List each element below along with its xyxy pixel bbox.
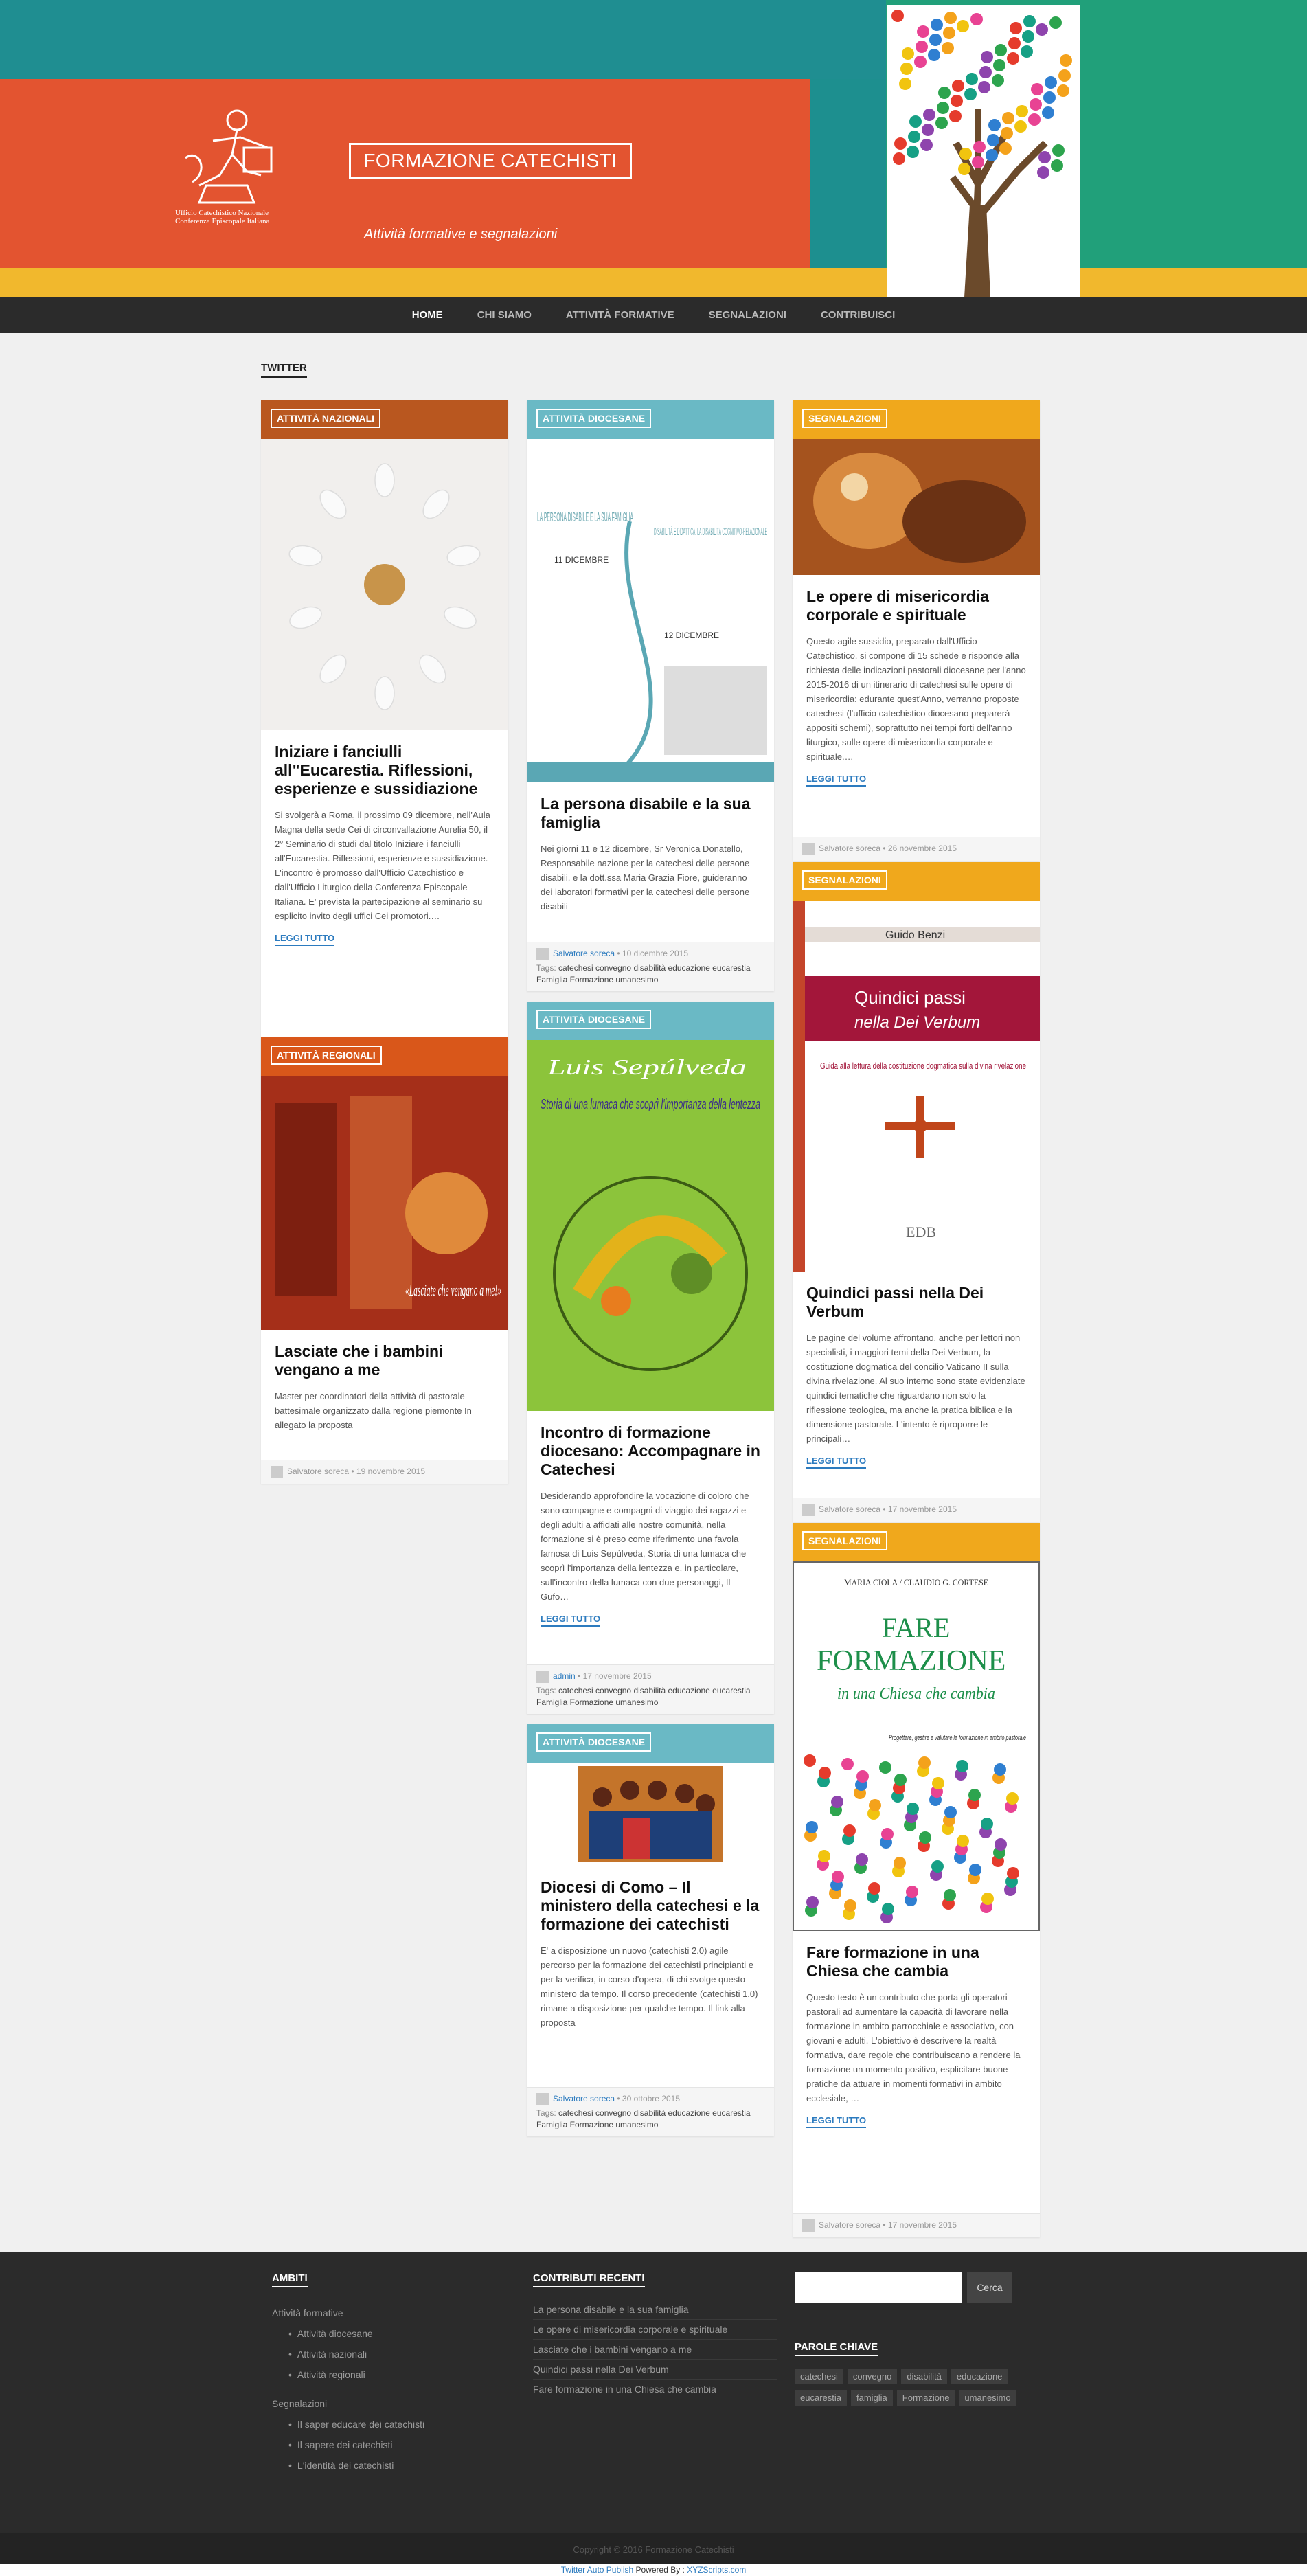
hand-print-icon <box>1007 1867 1019 1879</box>
hand-print-icon <box>944 12 957 24</box>
hand-print-icon <box>979 66 992 78</box>
footer-ambito-link[interactable]: • Il saper educare dei catechisti <box>272 2414 505 2434</box>
read-more-link[interactable]: LEGGI TUTTO <box>806 773 866 787</box>
post-category[interactable]: SEGNALAZIONI <box>793 862 1040 901</box>
hand-print-icon <box>929 34 942 46</box>
hand-print-icon <box>964 88 977 100</box>
hand-print-icon <box>937 102 949 114</box>
post-excerpt: Si svolgerà a Roma, il prossimo 09 dicembre, nell'Aula Magna della sede Cei di circonvallazione Aurelia 50, il 2° Seminario di studi dal titolo Iniziare i fanciulli all'Eucarestia. Riflessioni, esperienze e sussidiazione. L'incontro è promosso dall'Ufficio Catechistico e dall'Ufficio Liturgico della Conferenza Episcopale Italiana. E' prevista la partecipazione al seminario su esplicito invito degli uffici Cei promotori.… <box>275 810 490 921</box>
credits-link-xyz[interactable]: XYZScripts.com <box>687 2565 747 2575</box>
site-logo[interactable] <box>172 106 285 227</box>
post-excerpt: Master per coordinatori della attività di pastorale battesimale organizzato dalla regione piemonte In allegato la proposta <box>275 1391 472 1430</box>
recent-post-link[interactable]: La persona disabile e la sua famiglia <box>533 2300 777 2320</box>
hand-print-icon <box>868 1882 880 1895</box>
hand-print-icon <box>959 148 972 160</box>
hand-print-icon <box>1023 15 1036 27</box>
hand-print-icon <box>1031 83 1043 95</box>
section-title: TWITTER <box>261 362 307 378</box>
post-title[interactable]: Quindici passi nella Dei Verbum <box>806 1284 984 1320</box>
post-image[interactable] <box>261 1076 508 1330</box>
hand-print-icon <box>923 109 935 121</box>
hand-print-icon <box>856 1853 868 1866</box>
avatar <box>802 1504 815 1516</box>
hand-print-icon <box>992 74 1004 87</box>
tag-link[interactable]: educazione <box>951 2369 1008 2384</box>
header-band-yellow <box>0 268 1307 297</box>
post-excerpt: Le pagine del volume affrontano, anche per lettori non specialisti, i maggiori temi della Dei Verbum, la costituzione dogmatica del concilio Vaticano II sulla divina rivelazione. Al suo interno sono state evidenziate quindici tematiche che riguardano non solo la riflessione teologica, ma anche la pratica biblica e la dimensione pastorale. L'intento è riproporre le principali… <box>806 1333 1025 1444</box>
hand-print-icon <box>909 115 922 128</box>
footer-recent-title: CONTRIBUTI RECENTI <box>533 2272 645 2287</box>
hand-print-icon <box>1049 16 1062 29</box>
tag-link[interactable]: famiglia <box>851 2390 893 2406</box>
hand-print-icon <box>949 110 962 122</box>
svg-text:EDB: EDB <box>906 1223 936 1241</box>
post-card <box>793 862 1040 1522</box>
recent-post-link[interactable]: Fare formazione in una Chiesa che cambia <box>533 2380 777 2399</box>
post-meta: Salvatore soreca • 30 ottobre 2015 Tags: catechesi convegno disabilità educazione eucarestia Famiglia Formazione umanesimo <box>527 2087 774 2136</box>
hand-print-icon <box>1038 151 1051 163</box>
svg-text:Quindici passi: Quindici passi <box>854 987 966 1008</box>
hand-print-icon <box>1057 84 1069 97</box>
post-meta: Salvatore soreca • 10 dicembre 2015 Tags: catechesi convegno disabilità educazione eucarestia Famiglia Formazione umanesimo <box>527 942 774 991</box>
avatar <box>536 948 549 960</box>
svg-text:FORMAZIONE: FORMAZIONE <box>817 1645 1006 1677</box>
post-image[interactable] <box>793 1561 1040 1931</box>
site-header <box>0 0 1307 297</box>
hand-print-icon <box>922 124 934 136</box>
hand-print-icon <box>966 73 978 85</box>
post-meta: Salvatore soreca • 17 novembre 2015 <box>793 1498 1040 1522</box>
hand-print-icon <box>1016 105 1028 117</box>
post-title[interactable]: La persona disabile e la sua famiglia <box>541 795 751 831</box>
post-title[interactable]: Fare formazione in una Chiesa che cambia <box>806 1943 979 1980</box>
svg-text:DISABILITÀ E DIDATTICA. LA DIS <box>654 525 767 538</box>
copyright: Copyright © 2016 Formazione Catechisti <box>0 2533 1307 2568</box>
tag-link[interactable]: Formazione <box>897 2390 955 2406</box>
plugin-credits: Twitter Auto Publish Powered By : XYZScripts.com <box>0 2564 1307 2576</box>
svg-text:Ufficio Catechistico Nazionale: Ufficio Catechistico Nazionale <box>175 209 269 217</box>
svg-text:Storia di una lumaca che scopr: Storia di una lumaca che scoprì l'importanza della lentezza <box>541 1097 760 1112</box>
post-title[interactable]: Le opere di misericordia corporale e spirituale <box>806 587 989 624</box>
svg-text:LA PERSONA DISABILE E LA SUA F: LA PERSONA DISABILE E LA SUA FAMIGLIA <box>537 510 633 524</box>
post-tags[interactable]: Tags: catechesi convegno disabilità educazione eucarestia Famiglia Formazione umanesimo <box>536 963 751 984</box>
post-category[interactable]: ATTIVITÀ DIOCESANE <box>527 1724 774 1763</box>
nav-attivita-formative[interactable]: ATTIVITÀ FORMATIVE <box>565 309 674 321</box>
credits-link[interactable]: Twitter Auto Publish <box>560 2565 634 2575</box>
post-card <box>527 1002 774 1714</box>
svg-text:nella Dei Verbum: nella Dei Verbum <box>854 1013 981 1032</box>
ucn-logo-icon <box>172 106 285 227</box>
svg-text:Luis Sepúlveda: Luis Sepúlveda <box>546 1054 747 1079</box>
hand-print-icon <box>951 95 963 107</box>
hand-print-icon <box>918 1756 931 1769</box>
hand-print-icon <box>856 1770 869 1783</box>
tag-link[interactable]: convegno <box>848 2369 897 2384</box>
footer-tags <box>795 2341 1028 2411</box>
post-excerpt: Desiderando approfondire la vocazione di coloro che sono compagne e compagni di viaggio dei ragazzi e degli adulti a affidati alle nostre comunità, nella formazione si è preso come riferimento una favola famosa di Luis Sepùlveda, Storia di una lumaca che scoprì l'importanza della lentezza e, in particolare, sull'incontro della lumaca con due personaggi, Il Gufo… <box>541 1491 749 1602</box>
hand-print-icon <box>914 56 927 68</box>
site-tagline: Attività formative e segnalazioni <box>364 227 558 242</box>
hand-print-icon <box>944 1806 957 1818</box>
hand-print-icon <box>969 1864 981 1876</box>
nav-segnalazioni[interactable]: SEGNALAZIONI <box>708 309 786 321</box>
hand-print-icon <box>993 59 1005 71</box>
hand-print-icon <box>891 10 904 22</box>
read-more-link[interactable]: LEGGI TUTTO <box>541 1614 600 1627</box>
hand-print-icon <box>819 1767 831 1779</box>
hand-print-icon <box>956 1760 968 1772</box>
svg-text:«Lasciate che vengano a me!»: «Lasciate che vengano a me!» <box>405 1282 501 1300</box>
footer-ambito-link[interactable]: • Il sapere dei catechisti <box>272 2434 505 2455</box>
author-link[interactable]: Salvatore soreca <box>553 2094 615 2104</box>
footer-recent <box>533 2272 780 2399</box>
svg-text:Progettare, gestire e valutare: Progettare, gestire e valutare la formazione in ambito pastorale <box>889 1734 1026 1742</box>
recent-post-link[interactable]: Lasciate che i bambini vengano a me <box>533 2340 777 2360</box>
post-title[interactable]: Diocesi di Como – Il ministero della catechesi e la formazione dei catechisti <box>541 1878 760 1933</box>
hand-print-icon <box>981 1818 993 1830</box>
hand-print-icon <box>900 63 913 75</box>
hand-print-icon <box>899 78 911 90</box>
hand-print-icon <box>981 51 993 63</box>
hand-print-icon <box>806 1896 819 1908</box>
svg-text:in una Chiesa che cambia: in una Chiesa che cambia <box>837 1685 995 1703</box>
author-link[interactable]: admin <box>553 1671 576 1682</box>
post-title[interactable]: Lasciate che i bambini vengano a me <box>275 1342 444 1379</box>
post-image[interactable] <box>527 1763 774 1866</box>
main-navigation <box>0 297 1307 333</box>
hand-print-icon <box>999 142 1012 155</box>
post-category[interactable]: SEGNALAZIONI <box>793 1523 1040 1561</box>
hand-print-icon <box>931 1860 944 1873</box>
hand-print-icon <box>917 25 929 38</box>
hand-print-icon <box>1006 1792 1019 1805</box>
svg-text:Guida alla lettura della costi: Guida alla lettura della costituzione dogmatica sulla divina rivelazione <box>820 1061 1026 1071</box>
hand-print-icon <box>919 1831 931 1844</box>
post-category[interactable]: ATTIVITÀ NAZIONALI <box>261 400 508 439</box>
post-title[interactable]: Iniziare i fanciulli all"Eucarestia. Riflessioni, esperienze e sussidiazione <box>275 743 478 798</box>
hand-print-icon <box>935 117 948 129</box>
hand-print-icon <box>973 141 986 153</box>
hand-print-icon <box>806 1821 818 1833</box>
hand-print-icon <box>943 27 955 39</box>
post-excerpt: Questo agile sussidio, preparato dall'Ufficio Catechistico, si compone di 15 schede e risponde alla richiesta delle indicazioni pastorali diocesane per l'anno 2015-2016 di un itinerario di catechesi sulle opere di misericordia: edurante quest'Anno, verranno proposte catechesi (l'ufficio catechistico diocesano preparerà appositi schemi), soprattutto nei tempi forti dell'anno liturgico, sulle opere di misericordia corporale e spirituale.… <box>806 636 1026 762</box>
svg-text:FARE: FARE <box>882 1612 951 1643</box>
hand-print-icon <box>931 19 943 31</box>
avatar <box>271 1466 283 1478</box>
hand-print-icon <box>894 1857 906 1869</box>
hand-print-icon <box>988 119 1001 131</box>
svg-text:Guido Benzi: Guido Benzi <box>885 929 946 941</box>
footer-ambito-link[interactable]: • Attività regionali <box>272 2364 505 2385</box>
footer-ambito-link[interactable]: • Attività diocesane <box>272 2323 505 2344</box>
read-more-link[interactable]: LEGGI TUTTO <box>806 2115 866 2128</box>
hand-print-icon <box>928 49 940 61</box>
footer-tags-title: PAROLE CHIAVE <box>795 2341 878 2356</box>
footer-ambiti-title: AMBITI <box>272 2272 308 2287</box>
header-tree-image <box>887 5 1080 297</box>
hand-print-icon <box>841 1758 854 1770</box>
hand-print-icon <box>1007 52 1019 65</box>
hand-print-icon <box>907 1803 919 1815</box>
hand-print-icon <box>1008 37 1021 49</box>
site-title[interactable]: FORMAZIONE CATECHISTI <box>349 143 632 179</box>
hand-print-icon <box>1022 30 1034 43</box>
hand-print-icon <box>831 1796 843 1808</box>
hand-print-icon <box>1042 106 1054 119</box>
hand-print-icon <box>952 80 964 92</box>
svg-text:11 DICEMBRE: 11 DICEMBRE <box>554 555 609 565</box>
hand-print-icon <box>972 156 984 168</box>
hand-print-icon <box>906 1886 918 1898</box>
post-card <box>793 400 1040 861</box>
post-category[interactable]: ATTIVITÀ DIOCESANE <box>527 400 774 439</box>
avatar <box>802 843 815 855</box>
avatar <box>802 2219 815 2232</box>
hand-print-icon <box>968 1789 981 1801</box>
hand-print-icon <box>894 137 907 150</box>
hand-print-icon <box>818 1850 830 1862</box>
hand-print-icon <box>844 1899 856 1912</box>
hand-print-icon <box>942 42 954 54</box>
post-image[interactable] <box>793 439 1040 575</box>
post-card <box>261 1037 508 1484</box>
post-category[interactable]: SEGNALAZIONI <box>793 400 1040 439</box>
recent-post-link[interactable]: Le opere di misericordia corporale e spirituale <box>533 2320 777 2340</box>
tag-link[interactable]: umanesimo <box>959 2390 1016 2406</box>
hand-print-icon <box>978 81 990 93</box>
hand-print-icon <box>970 13 983 25</box>
hand-print-icon <box>1021 45 1033 58</box>
post-card <box>527 400 774 991</box>
hand-print-icon <box>986 149 998 161</box>
hand-print-icon <box>894 1774 907 1786</box>
nav-home[interactable]: HOME <box>411 309 443 321</box>
post-card <box>261 400 508 1110</box>
hand-print-icon <box>938 87 951 99</box>
author-link[interactable]: Salvatore soreca <box>553 949 615 959</box>
post-tags[interactable]: Tags: catechesi convegno disabilità educazione eucarestia Famiglia Formazione umanesimo <box>536 2108 751 2129</box>
tag-link[interactable]: eucarestia <box>795 2390 847 2406</box>
footer-ambito-link[interactable]: Attività formative <box>272 2307 343 2318</box>
avatar <box>536 1671 549 1683</box>
hand-print-icon <box>987 134 999 146</box>
recent-post-link[interactable]: Quindici passi nella Dei Verbum <box>533 2360 777 2380</box>
hand-print-icon <box>1045 76 1057 89</box>
hand-print-icon <box>958 163 970 175</box>
read-more-link[interactable]: LEGGI TUTTO <box>806 1456 866 1469</box>
hand-print-icon <box>981 1893 994 1905</box>
hand-print-icon <box>1028 113 1041 126</box>
site-footer <box>0 2252 1307 2533</box>
post-excerpt: Questo testo è un contributo che porta gli operatori pastorali ad aumentare la capacità di lavorare nella formazione in ambito parrocchiale e associativo, con giovani e adulti. L'obiettivo è descrivere la realtà formativa, dare regole che contribuiscano a rendere la formazione un momento positivo, esplicitare buone pratiche da attuare in momenti formativi in ambito ecclesiale, … <box>806 1992 1021 2103</box>
tag-link[interactable]: catechesi <box>795 2369 843 2384</box>
post-title[interactable]: Incontro di formazione diocesano: Accompagnare in Catechesi <box>541 1423 760 1478</box>
hand-print-icon <box>920 139 933 151</box>
post-excerpt: Nei giorni 11 e 12 dicembre, Sr Veronica Donatello, Responsabile nazione per la catechesi delle persone disabili, e la dott.ssa Maria Grazia Fiore, guideranno dei laboratori formativi per la catechesi delle persone disabili <box>541 844 750 912</box>
post-meta: admin • 17 novembre 2015 Tags: catechesi convegno disabilità educazione eucarestia Famiglia Formazione umanesimo <box>527 1664 774 1714</box>
hand-print-icon <box>916 41 928 53</box>
footer-ambito-link[interactable]: • Attività nazionali <box>272 2344 505 2364</box>
hand-print-icon <box>908 131 920 143</box>
footer-ambito-link[interactable]: • L'identità dei catechisti <box>272 2455 505 2476</box>
post-image[interactable] <box>793 901 1040 1272</box>
hand-print-icon <box>1001 127 1013 139</box>
post-meta: Salvatore soreca • 19 novembre 2015 <box>261 1460 508 1484</box>
hand-print-icon <box>957 1835 969 1847</box>
hand-print-icon <box>881 1828 894 1840</box>
hand-print-icon <box>843 1824 856 1837</box>
hand-print-icon <box>804 1754 816 1767</box>
hand-print-icon <box>879 1761 891 1774</box>
hand-print-icon <box>994 1763 1006 1776</box>
post-meta: Salvatore soreca • 17 novembre 2015 <box>793 2213 1040 2237</box>
hand-print-icon <box>1058 69 1071 82</box>
hand-print-icon <box>1043 91 1056 104</box>
svg-text:Conferenza Episcopale Italiana: Conferenza Episcopale Italiana <box>175 217 270 225</box>
hand-print-icon <box>869 1799 881 1811</box>
post-category[interactable]: ATTIVITÀ REGIONALI <box>261 1037 508 1076</box>
hand-print-icon <box>1002 112 1014 124</box>
hand-print-icon <box>882 1903 894 1915</box>
hand-print-icon <box>1014 120 1027 133</box>
hand-print-icon <box>1010 22 1022 34</box>
post-image[interactable] <box>527 439 774 782</box>
search-button[interactable]: Cerca <box>967 2272 1012 2303</box>
hand-print-icon <box>1051 159 1063 172</box>
hand-print-icon <box>1052 144 1065 157</box>
hand-print-icon <box>957 20 969 32</box>
post-image[interactable] <box>261 439 508 730</box>
post-excerpt: E' a disposizione un nuovo (catechisti 2.0) agile percorso per la formazione dei catechisti principianti e per la verifica, in corso d'opera, di chi svolge questo ministero da tempo. Il corso precedente (catechisti 1.0) rimane a disposizione per qualche tempo. Il link alla proposta <box>541 1945 758 2028</box>
post-meta: Salvatore soreca • 26 novembre 2015 <box>793 837 1040 861</box>
hand-print-icon <box>1036 23 1048 36</box>
read-more-link[interactable]: LEGGI TUTTO <box>275 933 334 946</box>
hand-print-icon <box>995 1838 1007 1851</box>
hand-print-icon <box>832 1871 844 1883</box>
post-image[interactable] <box>527 1040 774 1411</box>
post-tags[interactable]: Tags: catechesi convegno disabilità educazione eucarestia Famiglia Formazione umanesimo <box>536 1686 751 1707</box>
avatar <box>536 2093 549 2105</box>
footer-ambito-link[interactable]: Segnalazioni <box>272 2398 328 2409</box>
post-card <box>793 1523 1040 2237</box>
nav-chi-siamo[interactable]: CHI SIAMO <box>477 309 532 321</box>
hand-print-icon <box>1060 54 1072 67</box>
search-input[interactable] <box>795 2272 962 2303</box>
hand-print-icon <box>932 1777 944 1789</box>
hand-print-icon <box>907 146 919 158</box>
hand-print-icon <box>1030 98 1042 111</box>
svg-text:12 DICEMBRE: 12 DICEMBRE <box>664 631 720 640</box>
post-category[interactable]: ATTIVITÀ DIOCESANE <box>527 1002 774 1040</box>
tag-link[interactable]: disabilità <box>901 2369 947 2384</box>
svg-text:MARIA CIOLA / CLAUDIO G. CORTE: MARIA CIOLA / CLAUDIO G. CORTESE <box>844 1577 989 1588</box>
hand-print-icon <box>944 1889 956 1901</box>
footer-ambiti <box>272 2272 505 2476</box>
hand-print-icon <box>995 44 1007 56</box>
hand-print-icon <box>893 152 905 165</box>
hand-print-icon <box>1037 166 1049 179</box>
nav-contribuisci[interactable]: CONTRIBUISCI <box>820 309 896 321</box>
hand-print-icon <box>902 47 914 60</box>
post-card <box>527 1724 774 2136</box>
